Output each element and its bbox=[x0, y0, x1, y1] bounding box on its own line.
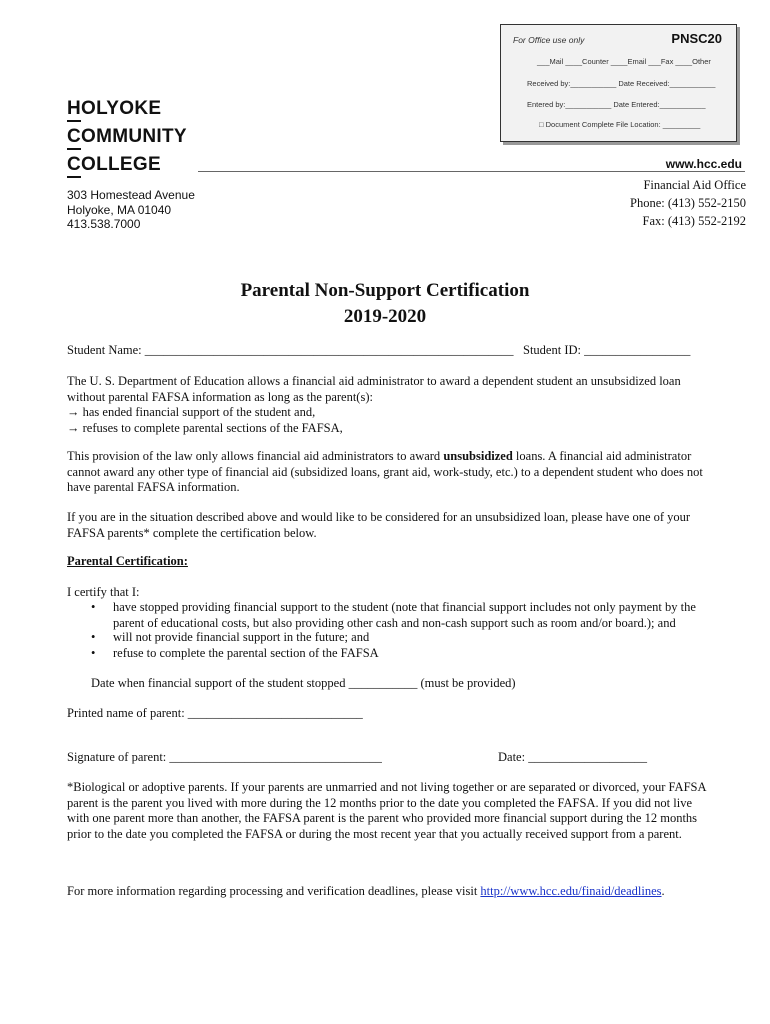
address-phone: 413.538.7000 bbox=[67, 217, 141, 231]
contact-fax: Fax: (413) 552-2192 bbox=[642, 214, 746, 228]
contact-phone: Phone: (413) 552-2150 bbox=[630, 196, 746, 210]
situation-paragraph: If you are in the situation described above and would like to be considered for an unsubsidized loan, please have one of your FAFSA parents* complete the certification below. bbox=[67, 510, 691, 540]
intro-item-2: → refuses to complete parental sections of the FAFSA, bbox=[67, 420, 343, 435]
student-id-field[interactable]: Student ID: _________________ bbox=[523, 343, 691, 357]
logo-line-2: COMMUNITY bbox=[67, 126, 187, 147]
signature-field[interactable]: Signature of parent: __________________________________ bbox=[67, 750, 382, 764]
office-use-label: For Office use only bbox=[513, 35, 585, 45]
provision-bold: unsubsidized bbox=[443, 449, 513, 463]
cert-heading-wrap bbox=[67, 554, 717, 570]
provision-paragraph bbox=[67, 449, 717, 496]
office-received-row: Received by:___________ Date Received:___________ bbox=[527, 79, 716, 88]
cert-bullet-2: • will not provide financial support in the future; and bbox=[91, 630, 711, 646]
address-street: 303 Homestead Avenue bbox=[67, 188, 195, 202]
office-method-row: ___Mail ____Counter ____Email ___Fax ____Other bbox=[537, 57, 711, 66]
contact-office: Financial Aid Office bbox=[643, 178, 746, 192]
cert-bullet-1: • have stopped providing financial support to the student (note that financial support includes not only payment by the parent of educational costs, but also providing other cash and non-cash support such as room and/or board.); and bbox=[91, 600, 711, 631]
document-year: 2019-2020 bbox=[343, 306, 427, 327]
header-rule bbox=[198, 171, 745, 172]
intro-paragraph bbox=[67, 374, 717, 436]
address-city: Holyoke, MA 01040 bbox=[67, 202, 172, 217]
more-info-paragraph bbox=[67, 884, 717, 900]
website-url: www.hcc.edu bbox=[665, 157, 742, 171]
footnote: *Biological or adoptive parents. If your parents are unmarried and not living together or are separated or divorced, your FAFSA parent is the parent you lived with more during the 12 months prior to the date you completed the FAFSA. If you did not live with one parent more than another, the FAFSA parent is the parent who provided more financial support during the 12 months prior to the date you completed the FAFSA or during the most recent year that you actually received support from a parent. bbox=[67, 780, 706, 841]
provision-post: loans. A financial aid administrator cannot award any other type of financial aid (subsidized loans, grant aid, work-study, etc.) to a dependent student who does not have parental FAFSA information. bbox=[67, 449, 703, 494]
student-info-row bbox=[67, 343, 747, 359]
student-name-field[interactable]: Student Name: ___________________________________________________________ bbox=[67, 343, 514, 357]
intro-text: The U. S. Department of Education allows a financial aid administrator to award a dependent student an unsubsidized loan without parental FAFSA information as long as the parent(s): bbox=[67, 374, 681, 404]
college-address bbox=[67, 188, 195, 232]
college-logo bbox=[67, 95, 187, 179]
cert-bullet-3: • refuse to complete the parental section of the FAFSA bbox=[91, 646, 711, 662]
office-complete-row: □ Document Complete File Location: _________ bbox=[539, 120, 701, 129]
logo-underline-mark bbox=[67, 176, 81, 178]
printed-name-field[interactable]: Printed name of parent: ____________________________ bbox=[67, 706, 363, 720]
certify-intro: I certify that I: bbox=[67, 585, 140, 599]
logo-line-1: HOLYOKE bbox=[67, 98, 162, 119]
document-title: Parental Non-Support Certification bbox=[240, 280, 530, 301]
cert-bullet-text: have stopped providing financial support to the student (note that financial support includes not only payment by the parent of educational costs, but also providing other cash and non-cash support such as room and/or board.); and bbox=[113, 600, 696, 630]
signature-date-field[interactable]: Date: ___________________ bbox=[498, 750, 647, 764]
financial-aid-contact bbox=[630, 176, 746, 230]
logo-underline-mark bbox=[67, 148, 81, 150]
provision-pre: This provision of the law only allows financial aid administrators to award bbox=[67, 449, 444, 463]
more-info-end: . bbox=[661, 884, 665, 898]
intro-item-1: → has ended financial support of the student and, bbox=[67, 405, 316, 419]
date-stopped-field[interactable]: Date when financial support of the student stopped ___________ (must be provided) bbox=[91, 676, 516, 690]
cert-bullet-text: will not provide financial support in the future; and bbox=[113, 630, 370, 644]
logo-underline-mark bbox=[67, 120, 81, 122]
form-code: PNSC20 bbox=[671, 31, 722, 46]
office-entered-row: Entered by:___________ Date Entered:___________ bbox=[527, 100, 706, 109]
logo-line-3: COLLEGE bbox=[67, 154, 161, 175]
cert-bullet-text: refuse to complete the parental section of the FAFSA bbox=[113, 646, 379, 660]
more-info-text: For more information regarding processing and verification deadlines, please visit bbox=[67, 884, 481, 898]
certification-heading: Parental Certification: bbox=[67, 554, 188, 568]
deadlines-link[interactable]: http://www.hcc.edu/finaid/deadlines bbox=[480, 884, 662, 898]
office-use-box bbox=[500, 24, 737, 142]
